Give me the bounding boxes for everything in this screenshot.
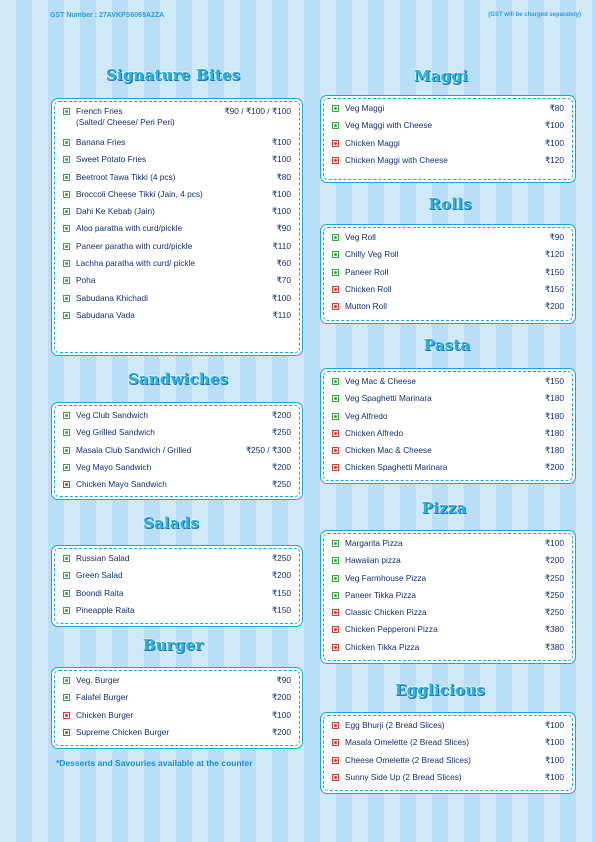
nonveg-indicator-icon [332, 157, 339, 164]
menu-item-name [345, 249, 545, 260]
nonveg-indicator-icon [332, 286, 339, 293]
section-title-signature: Signature Bites [105, 66, 241, 84]
veg-indicator-icon [63, 412, 70, 419]
menu-item [63, 275, 291, 292]
veg-indicator-icon [332, 575, 339, 582]
menu-item-name [76, 189, 272, 200]
menu-item-name-text: Veg Mayo Sandwich [76, 461, 152, 472]
menu-item [63, 293, 291, 310]
section-title-sandwiches: Sandwiches [127, 370, 229, 388]
menu-item-price: ₹200 [544, 462, 564, 473]
section-title-rolls: Rolls [428, 195, 472, 213]
menu-item-price: ₹380 [544, 624, 564, 635]
menu-item-name-text: Egg Bhurji (2 Bread Slices) [345, 720, 445, 730]
menu-item [332, 301, 564, 318]
section-title-pizza: Pizza [421, 499, 467, 517]
menu-item-name [345, 301, 545, 312]
menu-item-name [76, 241, 272, 252]
menu-item-name [76, 106, 224, 128]
menu-item-price: ₹110 [272, 309, 291, 320]
menu-item-name [345, 555, 545, 566]
menu-item [332, 573, 564, 590]
menu-item-name-text: Chicken Tikka Pizza [345, 641, 420, 652]
menu-item-price: ₹250 [544, 607, 564, 618]
menu-item [63, 588, 291, 605]
menu-item-name [345, 376, 545, 387]
menu-item-name [76, 206, 272, 217]
menu-box-egglicious [320, 712, 576, 794]
menu-item-price: ₹80 [276, 171, 291, 182]
menu-item-price: ₹60 [276, 258, 291, 269]
menu-item [332, 267, 564, 284]
menu-item-name-text: Falafel Burger [76, 692, 129, 703]
menu-item-name [345, 737, 545, 748]
menu-item [332, 624, 564, 641]
section-title-burger: Burger [142, 636, 204, 654]
menu-item-name [76, 427, 272, 438]
menu-item-name-text: Hawaiian pizza [345, 555, 401, 566]
menu-item-name [76, 410, 272, 421]
menu-item [63, 206, 291, 223]
nonveg-indicator-icon [332, 644, 339, 651]
menu-item-name [76, 588, 272, 599]
menu-item [63, 553, 291, 570]
menu-item-name-text: Boondi Raita [76, 587, 124, 598]
menu-item [63, 189, 291, 206]
menu-item [332, 232, 564, 249]
menu-item-name [76, 692, 272, 703]
menu-item-name [345, 755, 545, 766]
menu-item-price: ₹200 [271, 692, 291, 703]
footnote: *Desserts and Savouries available at the counter [56, 758, 253, 768]
veg-indicator-icon [63, 694, 70, 701]
menu-item-price: ₹150 [271, 604, 291, 615]
menu-list-rolls [323, 227, 573, 321]
menu-item-price: ₹80 [549, 103, 564, 113]
menu-item [63, 727, 291, 744]
menu-item-name [345, 772, 545, 783]
menu-item-name-text: Chicken Maggi [345, 137, 400, 148]
veg-indicator-icon [63, 295, 70, 302]
veg-indicator-icon [63, 191, 70, 198]
menu-item-price: ₹100 [271, 206, 291, 217]
menu-item-name-text: Chicken Mayo Sandwich [76, 479, 167, 490]
menu-list-pasta [323, 371, 573, 481]
menu-item [63, 258, 291, 275]
menu-item-name [345, 642, 545, 653]
menu-item [63, 154, 291, 171]
menu-item-price: ₹90 [276, 675, 291, 685]
menu-item-price: ₹150 [544, 376, 564, 386]
nonveg-indicator-icon [332, 739, 339, 746]
menu-item [332, 445, 564, 462]
menu-item-name-text: Paneer Tikka Pizza [345, 589, 417, 600]
menu-item-price: ₹90 [549, 232, 564, 242]
menu-item-name-text: Chicken Burger [76, 709, 134, 720]
menu-item-price: ₹120 [544, 154, 564, 165]
menu-item-price: ₹250 [544, 572, 564, 583]
menu-item-name-text: Masala Club Sandwich / Grilled [76, 444, 192, 455]
menu-item-name-text: Aloo paratha with curd/pickle [76, 223, 183, 234]
menu-list-pizza [323, 533, 573, 661]
menu-item-name-text: Banana Fries [76, 137, 126, 147]
menu-item-price: ₹100 [544, 137, 564, 148]
veg-indicator-icon [63, 260, 70, 267]
menu-item [332, 590, 564, 607]
menu-item [332, 737, 564, 754]
menu-item-price: ₹250 [271, 479, 291, 490]
menu-item-name [345, 573, 545, 584]
menu-item-name-text: Sabudana Khichadi [76, 292, 148, 303]
menu-item-name [345, 103, 549, 114]
menu-item-name-text: French Fries [76, 106, 123, 116]
menu-item-name [345, 607, 545, 618]
menu-item [332, 376, 564, 393]
menu-list-sandwiches [54, 405, 300, 497]
menu-item-price: ₹120 [544, 249, 564, 260]
menu-item-price: ₹180 [544, 393, 564, 404]
menu-item [332, 249, 564, 266]
menu-item-name [345, 428, 545, 439]
menu-item-name-text: Poha [76, 275, 96, 286]
menu-item-name-text: Beetroot Tawa Tikki (4 pcs) [76, 171, 176, 182]
menu-item-name-text: Broccoli Cheese Tikki (Jain, 4 pcs) [76, 188, 203, 199]
nonveg-indicator-icon [63, 712, 70, 719]
menu-item [63, 605, 291, 622]
menu-item [332, 428, 564, 445]
menu-item-price: ₹110 [272, 240, 291, 251]
menu-item-price: ₹250 [271, 427, 291, 438]
menu-item-name-text: Chicken Alfredo [345, 427, 404, 438]
nonveg-indicator-icon [332, 626, 339, 633]
veg-indicator-icon [332, 234, 339, 241]
veg-indicator-icon [63, 312, 70, 319]
menu-item-name-text: Veg Spaghetti Marinara [345, 393, 432, 404]
menu-list-signature [54, 101, 300, 353]
menu-item-name [345, 138, 545, 149]
menu-item-price: ₹250 [271, 553, 291, 563]
menu-item-price: ₹180 [544, 427, 564, 438]
menu-item [332, 462, 564, 479]
menu-item-name-text: Veg Roll [345, 232, 376, 242]
menu-item-name [76, 258, 276, 269]
menu-item-name [76, 445, 246, 456]
nonveg-indicator-icon [332, 774, 339, 781]
menu-item [332, 284, 564, 301]
gst-note: (GST will be charged separately) [488, 12, 581, 18]
menu-item-name-text: Chicken Spaghetti Marinara [345, 462, 448, 473]
section-title-salads: Salads [142, 514, 200, 532]
menu-item-name [345, 284, 545, 295]
veg-indicator-icon [63, 572, 70, 579]
menu-item-name-text: Margarita Pizza [345, 538, 403, 548]
menu-item-name-text: Chicken Roll [345, 283, 392, 294]
menu-box-signature [51, 98, 303, 356]
menu-item-name [345, 590, 545, 601]
menu-box-salads [51, 545, 303, 627]
nonveg-indicator-icon [332, 140, 339, 147]
menu-item [63, 223, 291, 240]
menu-item-name [76, 570, 272, 581]
menu-item [63, 692, 291, 709]
menu-list-maggi [323, 98, 573, 180]
menu-item-name-text: Cheese Omelette (2 Bread Slices) [345, 754, 471, 765]
menu-item [332, 555, 564, 572]
menu-item [63, 710, 291, 727]
menu-item-price: ₹100 [544, 720, 564, 730]
menu-item-name [76, 727, 272, 738]
menu-item-name-text: Mutton Roll [345, 301, 387, 312]
menu-item-name [76, 275, 276, 286]
section-title-maggi: Maggi [414, 67, 468, 85]
menu-item-name-text: Chicken Mac & Cheese [345, 445, 432, 456]
menu-item-price: ₹100 [544, 737, 564, 748]
menu-item-price: ₹100 [271, 188, 291, 199]
veg-indicator-icon [332, 251, 339, 258]
menu-item [63, 570, 291, 587]
menu-item-price: ₹150 [271, 587, 291, 598]
menu-item-price: ₹150 [544, 283, 564, 294]
menu-box-sandwiches [51, 402, 303, 500]
menu-item [63, 479, 291, 496]
menu-item-price: ₹200 [271, 726, 291, 737]
menu-item [332, 720, 564, 737]
menu-box-pasta [320, 368, 576, 484]
menu-item [332, 120, 564, 137]
menu-item-price: ₹250 [544, 589, 564, 600]
menu-item-name [76, 137, 272, 148]
veg-indicator-icon [332, 557, 339, 564]
menu-item [332, 411, 564, 428]
menu-item-name [76, 675, 276, 686]
menu-item-name [76, 293, 272, 304]
menu-item-name-text: Chicken Pepperoni Pizza [345, 624, 438, 635]
menu-item-name [345, 232, 549, 243]
menu-item-name-text: Masala Omelette (2 Bread Slices) [345, 737, 470, 748]
menu-item [63, 410, 291, 427]
menu-item-name [76, 553, 272, 564]
menu-item [332, 138, 564, 155]
menu-box-pizza [320, 530, 576, 664]
menu-item-name [76, 154, 272, 165]
nonveg-indicator-icon [63, 481, 70, 488]
menu-item-name-text: Veg Maggi with Cheese [345, 120, 433, 131]
menu-item-name-text: Classic Chicken Pizza [345, 607, 427, 618]
veg-indicator-icon [332, 592, 339, 599]
menu-item-name [76, 172, 276, 183]
menu-item-name-text: Pineapple Raita [76, 604, 135, 615]
menu-item [63, 241, 291, 258]
veg-indicator-icon [332, 269, 339, 276]
menu-item-name-text: Chilly Veg Roll [345, 249, 399, 260]
menu-item-name [345, 267, 545, 278]
nonveg-indicator-icon [332, 303, 339, 310]
menu-item-price: ₹100 [544, 754, 564, 765]
veg-indicator-icon [63, 243, 70, 250]
menu-item-name-text: Dahi Ke Kebab (Jain) [76, 206, 155, 217]
menu-item-price: ₹200 [544, 301, 564, 312]
menu-item [332, 772, 564, 789]
veg-indicator-icon [332, 395, 339, 402]
menu-item-name-text: Paneer paratha with curd/pickle [76, 240, 193, 251]
menu-item [332, 393, 564, 410]
menu-item [332, 755, 564, 772]
menu-item [63, 310, 291, 327]
veg-indicator-icon [63, 447, 70, 454]
menu-item-name [76, 310, 272, 321]
veg-indicator-icon [63, 174, 70, 181]
menu-item-name-text: Paneer Roll [345, 266, 389, 277]
nonveg-indicator-icon [332, 609, 339, 616]
menu-item-price: ₹200 [271, 570, 291, 581]
menu-item [332, 155, 564, 172]
menu-item-name-text: Veg Farmhouse Pizza [345, 572, 427, 583]
menu-item-price: ₹100 [271, 709, 291, 720]
menu-item [63, 462, 291, 479]
veg-indicator-icon [63, 607, 70, 614]
menu-box-burger [51, 667, 303, 749]
menu-item-name-text: Veg Mac & Cheese [345, 376, 417, 386]
veg-indicator-icon [332, 378, 339, 385]
menu-item-price: ₹200 [271, 410, 291, 420]
menu-item-subtext: (Salted/ Cheese/ Peri Peri) [76, 117, 175, 127]
menu-item-name [76, 605, 272, 616]
veg-indicator-icon [332, 540, 339, 547]
nonveg-indicator-icon [332, 722, 339, 729]
menu-item-price: ₹150 [544, 266, 564, 277]
menu-item [332, 642, 564, 659]
menu-item-name-text: Supreme Chicken Burger [76, 726, 170, 737]
veg-indicator-icon [63, 208, 70, 215]
menu-item-price: ₹90 / ₹100 / ₹100 [224, 106, 291, 116]
nonveg-indicator-icon [332, 464, 339, 471]
menu-item-price: ₹180 [544, 410, 564, 421]
veg-indicator-icon [63, 277, 70, 284]
menu-item-price: ₹100 [544, 771, 564, 782]
menu-item-name [76, 710, 272, 721]
veg-indicator-icon [332, 122, 339, 129]
menu-item-name-text: Veg Alfredo [345, 410, 388, 421]
menu-item-price: ₹70 [276, 275, 291, 286]
menu-item-name [345, 624, 545, 635]
menu-item-price: ₹100 [271, 154, 291, 165]
menu-item-price: ₹200 [544, 555, 564, 566]
nonveg-indicator-icon [332, 757, 339, 764]
veg-indicator-icon [63, 677, 70, 684]
menu-item-name-text: Sweet Potato Fries [76, 154, 147, 165]
menu-item-name-text: Green Salad [76, 570, 123, 581]
menu-item-name [345, 538, 545, 549]
nonveg-indicator-icon [63, 729, 70, 736]
veg-indicator-icon [63, 429, 70, 436]
menu-item-name-text: Lachha paratha with curd/ pickle [76, 258, 195, 269]
menu-item-name-text: Veg Grilled Sandwich [76, 427, 155, 438]
menu-item-name [76, 223, 276, 234]
menu-item [332, 103, 564, 120]
menu-item-price: ₹100 [544, 120, 564, 131]
menu-box-rolls [320, 224, 576, 324]
menu-item-name-text: Veg. Burger [76, 675, 120, 685]
menu-item-name [345, 720, 545, 731]
menu-item [63, 445, 291, 462]
menu-item-price: ₹90 [276, 223, 291, 234]
menu-item-name-text: Veg Club Sandwich [76, 410, 148, 420]
menu-item [63, 427, 291, 444]
menu-item-price: ₹100 [271, 292, 291, 303]
menu-item-name-text: Chicken Maggi with Cheese [345, 154, 448, 165]
veg-indicator-icon [63, 139, 70, 146]
veg-indicator-icon [63, 225, 70, 232]
menu-item-price: ₹100 [271, 137, 291, 147]
section-title-pasta: Pasta [423, 336, 471, 354]
menu-item [63, 137, 291, 154]
menu-item-price: ₹100 [544, 538, 564, 548]
veg-indicator-icon [63, 156, 70, 163]
nonveg-indicator-icon [332, 447, 339, 454]
menu-item-name-text: Sabudana Vada [76, 309, 135, 320]
section-title-egglicious: Egglicious [395, 681, 485, 699]
menu-item-name [345, 462, 545, 473]
menu-item-name [345, 155, 545, 166]
menu-item [63, 106, 291, 137]
menu-item [332, 538, 564, 555]
menu-item-name [76, 462, 272, 473]
menu-list-burger [54, 670, 300, 746]
menu-item-name [345, 411, 545, 422]
menu-item-name-text: Sunny Side Up (2 Bread Slices) [345, 771, 462, 782]
menu-item-name [345, 393, 545, 404]
menu-list-salads [54, 548, 300, 624]
gst-number: GST Number : 27AVKPS6069A2ZA [50, 12, 165, 19]
menu-list-egglicious [323, 715, 573, 791]
menu-item-price: ₹180 [544, 445, 564, 456]
menu-item-price: ₹250 / ₹300 [245, 444, 291, 455]
menu-item-price: ₹200 [271, 461, 291, 472]
menu-item-name [76, 479, 272, 490]
veg-indicator-icon [63, 108, 70, 115]
menu-box-maggi [320, 95, 576, 183]
menu-item-name-text: Veg Maggi [345, 103, 385, 113]
veg-indicator-icon [332, 105, 339, 112]
menu-item-price: ₹380 [544, 641, 564, 652]
veg-indicator-icon [332, 413, 339, 420]
veg-indicator-icon [63, 464, 70, 471]
menu-item [332, 607, 564, 624]
menu-item-name [345, 445, 545, 456]
menu-item-name-text: Russian Salad [76, 553, 130, 563]
menu-item-name [345, 120, 545, 131]
veg-indicator-icon [63, 590, 70, 597]
nonveg-indicator-icon [332, 430, 339, 437]
menu-item [63, 172, 291, 189]
menu-item [63, 675, 291, 692]
veg-indicator-icon [63, 555, 70, 562]
